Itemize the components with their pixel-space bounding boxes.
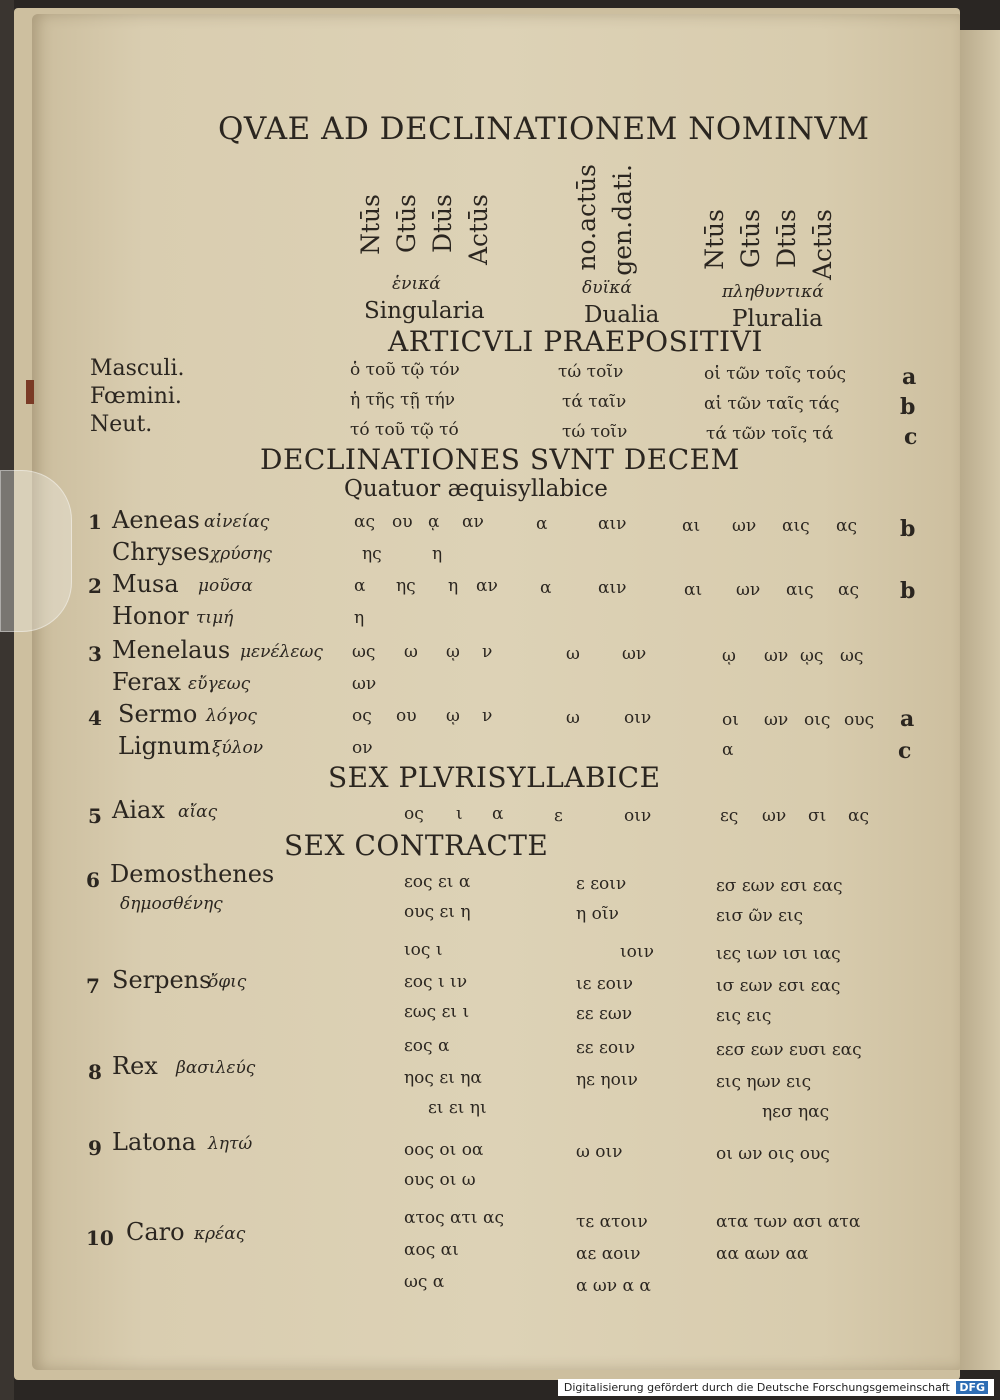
declension-number: 8 bbox=[88, 1060, 102, 1084]
ending: α bbox=[540, 578, 552, 598]
declension-name: Serpens bbox=[112, 966, 212, 994]
declension-greek: εὔγεως bbox=[188, 674, 251, 694]
ending-group: εε εων bbox=[576, 1004, 633, 1024]
declension-name: Musa bbox=[112, 570, 179, 598]
declension-number: 2 bbox=[88, 574, 102, 598]
ending: ου bbox=[396, 706, 417, 726]
header-singular-gen: Gtūs bbox=[392, 194, 421, 253]
ending: ας bbox=[354, 512, 376, 532]
book-page bbox=[32, 14, 960, 1370]
ending: οι bbox=[722, 710, 739, 730]
article-plural: τά τῶν τοῖς τά bbox=[706, 424, 834, 444]
ending-group: ηος ει ηα bbox=[404, 1068, 482, 1088]
declension-name: Aeneas bbox=[112, 506, 200, 534]
ending: ων bbox=[764, 646, 789, 666]
declension-greek: μοῦσα bbox=[198, 576, 253, 596]
ending: ος bbox=[352, 706, 372, 726]
ending: αις bbox=[782, 516, 810, 536]
ending-group: ως α bbox=[404, 1272, 445, 1292]
ending-group: εεσ εων ευσι εας bbox=[716, 1040, 862, 1060]
ending-group: εσ εων εσι εας bbox=[716, 876, 843, 896]
declension-greek: λητώ bbox=[208, 1134, 253, 1154]
page-clip bbox=[0, 470, 72, 632]
ending: ω bbox=[566, 644, 580, 664]
declension-letter: c bbox=[898, 738, 912, 764]
article-gender-label: Neut. bbox=[90, 412, 153, 437]
facing-page-edge bbox=[960, 30, 1000, 1370]
declension-greek: χρύσης bbox=[210, 544, 272, 564]
binding-mark bbox=[26, 380, 34, 404]
ending: αι bbox=[682, 516, 701, 536]
ending: ν bbox=[482, 706, 493, 726]
article-letter: b bbox=[900, 394, 916, 420]
declension-number: 4 bbox=[88, 706, 102, 730]
ending-group: εος ι ιν bbox=[404, 972, 468, 992]
ending-group: ους ει η bbox=[404, 902, 471, 922]
article-dual: τώ τοῖν bbox=[562, 422, 628, 442]
ending-group: ε εοιν bbox=[576, 874, 627, 894]
ending: ης bbox=[396, 576, 416, 596]
ending: αιν bbox=[598, 578, 627, 598]
ending: η bbox=[432, 544, 443, 564]
aequisyllabice-title: Quatuor æquisyllabice bbox=[344, 476, 608, 502]
article-singular: ὁ τοῦ τῷ τόν bbox=[350, 360, 460, 380]
declension-name: Menelaus bbox=[112, 636, 231, 664]
book-binding bbox=[0, 0, 14, 1400]
ending-group: εις ηων εις bbox=[716, 1072, 812, 1092]
greek-dual-header: δυϊκά bbox=[582, 278, 632, 298]
declension-number: 1 bbox=[88, 510, 102, 534]
ending: ων bbox=[762, 806, 787, 826]
ending-group: η οῖν bbox=[576, 904, 619, 924]
ending-group: εος α bbox=[404, 1036, 450, 1056]
article-singular: τό τοῦ τῷ τό bbox=[350, 420, 459, 440]
ending: ας bbox=[848, 806, 870, 826]
ending: ες bbox=[720, 806, 739, 826]
declension-number: 3 bbox=[88, 642, 102, 666]
article-gender-label: Fœmini. bbox=[90, 384, 182, 409]
article-letter: c bbox=[904, 424, 918, 450]
declension-greek: λόγος bbox=[206, 706, 257, 726]
ending: ῳς bbox=[800, 646, 824, 666]
ending: η bbox=[448, 576, 459, 596]
declension-name: Honor bbox=[112, 602, 189, 630]
ending-group: εις εις bbox=[716, 1006, 772, 1026]
ending: ῳ bbox=[722, 646, 736, 666]
ending: ος bbox=[404, 804, 424, 824]
declension-greek: μενέλεως bbox=[240, 642, 323, 662]
header-plural-gen: Gtūs bbox=[736, 209, 765, 268]
footer-text: Digitalisierung gefördert durch die Deutsche Forschungsgemeinschaft bbox=[563, 1381, 950, 1394]
header-plural-acc: Actūs bbox=[808, 209, 837, 281]
ending: α bbox=[536, 514, 548, 534]
declension-letter: b bbox=[900, 578, 916, 604]
declension-name: Demosthenes bbox=[110, 860, 275, 888]
ending: ως bbox=[352, 642, 376, 662]
article-gender-label: Masculi. bbox=[90, 356, 185, 381]
declension-greek: κρέας bbox=[194, 1224, 246, 1244]
ending: αι bbox=[684, 580, 703, 600]
declension-number: 7 bbox=[86, 974, 100, 998]
article-letter: a bbox=[902, 364, 917, 390]
ending: ων bbox=[764, 710, 789, 730]
ending-group: εως ει ι bbox=[404, 1002, 470, 1022]
ending: αιν bbox=[598, 514, 627, 534]
ending: σι bbox=[808, 806, 827, 826]
ending: ους bbox=[844, 710, 875, 730]
ending-group: α ων α α bbox=[576, 1276, 651, 1296]
ending-group: ισ εων εσι εας bbox=[716, 976, 841, 996]
ending: ας bbox=[836, 516, 858, 536]
article-singular: ἡ τῆς τῇ τήν bbox=[350, 390, 456, 410]
declension-number: 6 bbox=[86, 868, 100, 892]
ending-group: εισ ῶν εις bbox=[716, 906, 804, 926]
ending: α bbox=[492, 804, 504, 824]
ending-group: οι ων οις ους bbox=[716, 1144, 830, 1164]
ending: η bbox=[354, 608, 365, 628]
ending: οις bbox=[804, 710, 831, 730]
ending-group: ους οι ω bbox=[404, 1170, 476, 1190]
ending: αν bbox=[476, 576, 498, 596]
declension-letter: b bbox=[900, 516, 916, 542]
declinationes-title: DECLINATIONES SVNT DECEM bbox=[260, 443, 740, 476]
declension-greek: ξύλον bbox=[212, 738, 264, 758]
dualia-label: Dualia bbox=[584, 302, 660, 328]
declension-name: Latona bbox=[112, 1128, 197, 1156]
ending: ης bbox=[362, 544, 382, 564]
article-plural: αἱ τῶν ταῖς τάς bbox=[704, 394, 840, 414]
pluralia-label: Pluralia bbox=[732, 306, 823, 332]
ending: ον bbox=[352, 738, 373, 758]
ending-group: ηεσ ηας bbox=[762, 1102, 830, 1122]
ending: ων bbox=[732, 516, 757, 536]
ending-group: οος οι οα bbox=[404, 1140, 484, 1160]
ending-group: ατα των ασι ατα bbox=[716, 1212, 861, 1232]
declension-greek: αἴας bbox=[178, 802, 218, 822]
ending: οιν bbox=[624, 708, 652, 728]
ending-group: ιες ιων ισι ιας bbox=[716, 944, 841, 964]
ending: ᾳ bbox=[428, 512, 440, 532]
header-plural-dat: Dtūs bbox=[772, 209, 801, 269]
dfg-logo-icon: DFG bbox=[956, 1381, 988, 1394]
declension-name: Chryses bbox=[112, 538, 210, 566]
ending: ας bbox=[838, 580, 860, 600]
articuli-title: ARTICVLI PRAEPOSITIVI bbox=[388, 325, 763, 358]
declension-name: Ferax bbox=[112, 668, 181, 696]
ending: ως bbox=[840, 646, 864, 666]
ending-group: αος αι bbox=[404, 1240, 459, 1260]
singularia-label: Singularia bbox=[364, 298, 485, 324]
header-dual-nom: no.actūs bbox=[572, 164, 601, 271]
digitization-footer bbox=[558, 1379, 994, 1396]
declension-letter: a bbox=[900, 706, 915, 732]
header-singular-acc: Actūs bbox=[464, 194, 493, 266]
greek-singular-header: ἑνικά bbox=[392, 274, 441, 294]
ending-group: αα αων αα bbox=[716, 1244, 809, 1264]
page-title: QVAE AD DECLINATIONEM NOMINVM bbox=[218, 111, 870, 147]
ending: ι bbox=[456, 804, 463, 824]
ending: ω bbox=[566, 708, 580, 728]
ending: οιν bbox=[624, 806, 652, 826]
ending-group: αε αοιν bbox=[576, 1244, 641, 1264]
ending: ω bbox=[404, 642, 418, 662]
ending: ε bbox=[554, 806, 563, 826]
ending: ου bbox=[392, 512, 413, 532]
declension-greek: βασιλεύς bbox=[176, 1058, 256, 1078]
declension-name: Sermo bbox=[118, 700, 198, 728]
ending-group: ω οιν bbox=[576, 1142, 623, 1162]
declension-greek: ὄφις bbox=[208, 972, 247, 992]
declension-greek: δημοσθένης bbox=[120, 894, 223, 914]
declension-number: 5 bbox=[88, 804, 102, 828]
article-dual: τώ τοῖν bbox=[558, 362, 624, 382]
ending: ν bbox=[482, 642, 493, 662]
declension-number: 10 bbox=[86, 1226, 114, 1250]
ending-group: τε ατοιν bbox=[576, 1212, 648, 1232]
header-singular-nom: Ntūs bbox=[356, 194, 385, 255]
ending-group: ιος ι bbox=[404, 940, 443, 960]
declension-name: Rex bbox=[112, 1052, 158, 1080]
contracte-title: SEX CONTRACTE bbox=[284, 829, 549, 862]
ending-group: ηε ηοιν bbox=[576, 1070, 638, 1090]
ending: ων bbox=[736, 580, 761, 600]
ending: αν bbox=[462, 512, 484, 532]
ending: α bbox=[354, 576, 366, 596]
ending-group: εε εοιν bbox=[576, 1038, 636, 1058]
header-singular-dat: Dtūs bbox=[428, 194, 457, 254]
article-dual: τά ταῖν bbox=[562, 392, 627, 412]
ending-group: ει ει ηι bbox=[428, 1098, 487, 1118]
ending-group: ιοιν bbox=[620, 942, 654, 962]
ending-group: ιε εοιν bbox=[576, 974, 633, 994]
greek-plural-header: πληθυντικά bbox=[722, 282, 824, 302]
ending-group: εος ει α bbox=[404, 872, 471, 892]
plurisyllabice-title: SEX PLVRISYLLABICE bbox=[328, 761, 661, 794]
declension-greek: αἰνείας bbox=[204, 512, 270, 532]
declension-name: Caro bbox=[126, 1218, 185, 1246]
ending: ῳ bbox=[446, 642, 460, 662]
declension-name: Aiax bbox=[112, 796, 165, 824]
ending: ων bbox=[622, 644, 647, 664]
header-plural-nom: Ntūs bbox=[700, 209, 729, 270]
header-dual-gen: gen.dati. bbox=[608, 164, 637, 276]
article-plural: οἱ τῶν τοῖς τούς bbox=[704, 364, 847, 384]
ending: ων bbox=[352, 674, 377, 694]
ending: ῳ bbox=[446, 706, 460, 726]
ending: αις bbox=[786, 580, 814, 600]
declension-number: 9 bbox=[88, 1136, 102, 1160]
declension-greek: τιμή bbox=[196, 608, 234, 628]
ending-group: ατος ατι ας bbox=[404, 1208, 504, 1228]
ending: α bbox=[722, 740, 734, 760]
declension-name: Lignum bbox=[118, 732, 211, 760]
